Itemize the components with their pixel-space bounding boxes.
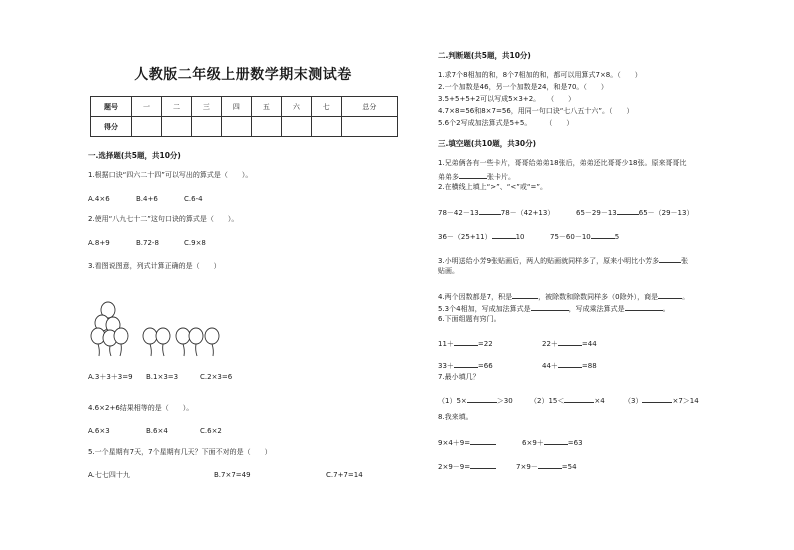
q1-option-c: C.6-4 (184, 195, 203, 203)
judge-4: 4.7×8=56和8×7=56，用同一句口诀“七八五十六”。（ ） (438, 107, 634, 115)
balloons-figure (88, 298, 228, 368)
score-header-cell: 二 (161, 97, 191, 117)
answer-blank[interactable] (544, 436, 568, 445)
fill-6-expr-d (542, 359, 597, 371)
fill-2: 2.在横线上填上“>”、“<”或“=”。 (438, 183, 548, 191)
expr-text: =22 (477, 340, 493, 348)
fill-3-line2: 贴画。 (438, 267, 459, 275)
expr-text: 44＋ (542, 362, 558, 370)
section-title-judge: 二.判断题(共5题，共10分) (438, 51, 531, 60)
balloon-group-2 (143, 328, 219, 356)
expr-text: 6×9＋ (522, 439, 544, 447)
fill-6-expr-a (438, 337, 493, 349)
fill-2-expr-1 (438, 206, 554, 218)
answer-blank[interactable] (467, 394, 497, 403)
fill-7: 7.最小填几？ (438, 373, 480, 381)
score-cell[interactable] (251, 117, 281, 137)
answer-blank[interactable] (642, 394, 672, 403)
answer-blank[interactable] (558, 337, 582, 346)
fill-7-expr-b (530, 394, 605, 406)
q2-option-c: C.9×8 (184, 239, 206, 247)
score-header-cell: 七 (311, 97, 341, 117)
fill-5-text: 。 (662, 305, 670, 313)
expr-text: ×4 (594, 397, 605, 405)
q5-option-b: B.7×7=49 (214, 471, 251, 479)
score-cell[interactable] (161, 117, 191, 137)
answer-blank[interactable] (470, 460, 496, 469)
expr-text: 2×9－9= (438, 463, 471, 471)
q3-option-c: C.2×3=6 (200, 373, 233, 381)
expr-text: =44 (581, 340, 597, 348)
score-header-cell: 四 (221, 97, 251, 117)
answer-blank[interactable] (459, 170, 487, 179)
expr-text: 11＋ (438, 340, 454, 348)
score-cell[interactable] (281, 117, 311, 137)
q4-option-c: C.6×2 (200, 427, 222, 435)
fill-5-text: ，写成乘法算式是 (568, 305, 625, 313)
expr-text: 78－（42+13） (500, 209, 555, 217)
balloon-icon (156, 328, 170, 344)
exam-title: 人教版二年级上册数学期末测试卷 (134, 67, 352, 83)
fill-3-text: 张 (681, 257, 689, 265)
fill-3-line1 (438, 254, 688, 266)
q4-option-b: B.6×4 (146, 427, 168, 435)
answer-blank[interactable] (564, 394, 594, 403)
score-header-cell: 五 (251, 97, 281, 117)
score-cell[interactable] (341, 117, 397, 137)
fill-2-expr-2 (576, 206, 693, 218)
score-header-cell: 三 (191, 97, 221, 117)
question-3: 3.看图说图意，列式计算正确的是（ ） (88, 262, 221, 270)
score-cell[interactable] (221, 117, 251, 137)
fill-4 (438, 290, 689, 302)
expr-text: 75－60－10 (550, 233, 591, 241)
score-table (90, 96, 398, 137)
expr-text: 65－29－13 (576, 209, 617, 217)
expr-text: =66 (477, 362, 493, 370)
fill-7-expr-c (624, 394, 699, 406)
question-2: 2.使用“八九七十二”这句口诀的算式是（ ）。 (88, 215, 239, 223)
fill-2-expr-4 (550, 230, 619, 242)
answer-blank[interactable] (531, 302, 569, 311)
score-cell[interactable] (191, 117, 221, 137)
answer-blank[interactable] (454, 337, 478, 346)
fill-8-expr-c (438, 460, 496, 472)
expr-text: =54 (561, 463, 577, 471)
expr-text: （3） (624, 397, 643, 405)
fill-4-text: 4.两个因数都是7，积是 (438, 293, 513, 301)
fill-4-text: ，被除数和除数同样多（0除外），商是 (538, 293, 659, 301)
score-row-label: 得分 (91, 117, 132, 137)
q1-option-a: A.4×6 (88, 195, 110, 203)
score-table-header-row (91, 97, 398, 117)
expr-text: （2）15＜ (530, 397, 565, 405)
fill-6-expr-c (438, 359, 493, 371)
q2-option-a: A.8+9 (88, 239, 110, 247)
answer-blank[interactable] (625, 302, 663, 311)
fill-1-suffix: 张卡片。 (487, 173, 515, 181)
answer-blank[interactable] (659, 254, 681, 263)
fill-8-expr-a (438, 436, 496, 448)
fill-8-expr-b (522, 436, 583, 448)
expr-text: =88 (581, 362, 597, 370)
score-header-cell: 题号 (91, 97, 132, 117)
expr-text: 7×9－ (516, 463, 538, 471)
fill-5-text: 5.3个4相加，写成加法算式是 (438, 305, 531, 313)
fill-6-expr-b (542, 337, 597, 349)
fill-7-expr-a (438, 394, 513, 406)
q3-option-a: A.3＋3＋3=9 (88, 373, 133, 381)
fill-1-prefix: 弟弟多 (438, 173, 459, 181)
score-table-score-row (91, 117, 398, 137)
expr-text: 36－（25+11） (438, 233, 492, 241)
question-1: 1.根据口诀“四六二十四”可以写出的算式是（ ）。 (88, 171, 253, 179)
section-title-fill: 三.填空题(共10题，共30分) (438, 139, 537, 148)
expr-text: 9×4＋9= (438, 439, 471, 447)
answer-blank[interactable] (470, 436, 496, 445)
expr-text: 78－42－13 (438, 209, 479, 217)
judge-3: 3.5+5+5+2可以写成5×3+2。 （ ） (438, 95, 576, 103)
expr-text: 33＋ (438, 362, 454, 370)
answer-blank[interactable] (558, 359, 582, 368)
left-column (88, 60, 398, 479)
balloon-group-1 (91, 302, 128, 356)
q4-option-a: A.6×3 (88, 427, 110, 435)
question-5: 5.一个星期有7天，7个星期有几天？下面不对的是（ ） (88, 448, 272, 456)
expr-text: 10 (515, 233, 525, 241)
fill-1-line2 (438, 170, 515, 182)
balloon-icon (205, 328, 219, 344)
answer-blank[interactable] (512, 290, 538, 299)
score-cell[interactable] (311, 117, 341, 137)
fill-8-expr-d (516, 460, 577, 472)
answer-blank[interactable] (538, 460, 562, 469)
balloon-icon (189, 328, 203, 344)
score-cell[interactable] (132, 117, 162, 137)
expr-text: （1）5× (438, 397, 467, 405)
answer-blank[interactable] (479, 206, 501, 215)
score-header-cell: 一 (132, 97, 162, 117)
answer-blank[interactable] (492, 230, 516, 239)
balloon-icon (176, 328, 190, 344)
q1-option-b: B.4+6 (136, 195, 158, 203)
judge-1: 1.求7个8相加的和，8个7相加的和，都可以用算式7×8。（ ） (438, 71, 642, 79)
fill-2-expr-3 (438, 230, 525, 242)
q3-option-b: B.1×3=3 (146, 373, 179, 381)
expr-text: 5 (614, 233, 620, 241)
expr-text: 65－（29－13） (638, 209, 694, 217)
q2-option-b: B.72-8 (136, 239, 159, 247)
score-header-cell: 总分 (341, 97, 397, 117)
expr-text: =63 (567, 439, 583, 447)
fill-6: 6.下面组题有窍门。 (438, 315, 501, 323)
judge-2: 2.一个加数是46，另一个加数是24，和是70。（ ） (438, 83, 608, 91)
fill-1-line1: 1.兄弟俩各有一些卡片，哥哥给弟弟18张后，弟弟还比哥哥少18张。原来哥哥比 (438, 159, 687, 167)
expr-text: ×7＞14 (672, 397, 699, 405)
answer-blank[interactable] (454, 359, 478, 368)
section-title-choice: 一.选择题(共5题，共10分) (88, 151, 181, 160)
answer-blank[interactable] (617, 206, 639, 215)
q5-option-a: A.七七四十九 (88, 471, 130, 479)
expr-text: 22＋ (542, 340, 558, 348)
fill-3-text: 3.小明送给小芳9张贴画后，两人的贴画就同样多了，原来小明比小芳多 (438, 257, 660, 265)
fill-5 (438, 302, 670, 314)
fill-4-text: 。 (682, 293, 690, 301)
score-header-cell: 六 (281, 97, 311, 117)
q5-option-c: C.7+7=14 (326, 471, 363, 479)
question-4: 4.6×2+6结果相等的是（ ）。 (88, 404, 194, 412)
expr-text: ＞30 (496, 397, 513, 405)
fill-8: 8.我来填。 (438, 413, 473, 421)
balloon-icon (143, 328, 157, 344)
answer-blank[interactable] (658, 290, 682, 299)
judge-5: 5.6个2写成加法算式是5+5。 （ ） (438, 119, 574, 127)
balloon-string-icon (150, 344, 213, 356)
answer-blank[interactable] (591, 230, 615, 239)
balloon-icon (114, 328, 128, 344)
